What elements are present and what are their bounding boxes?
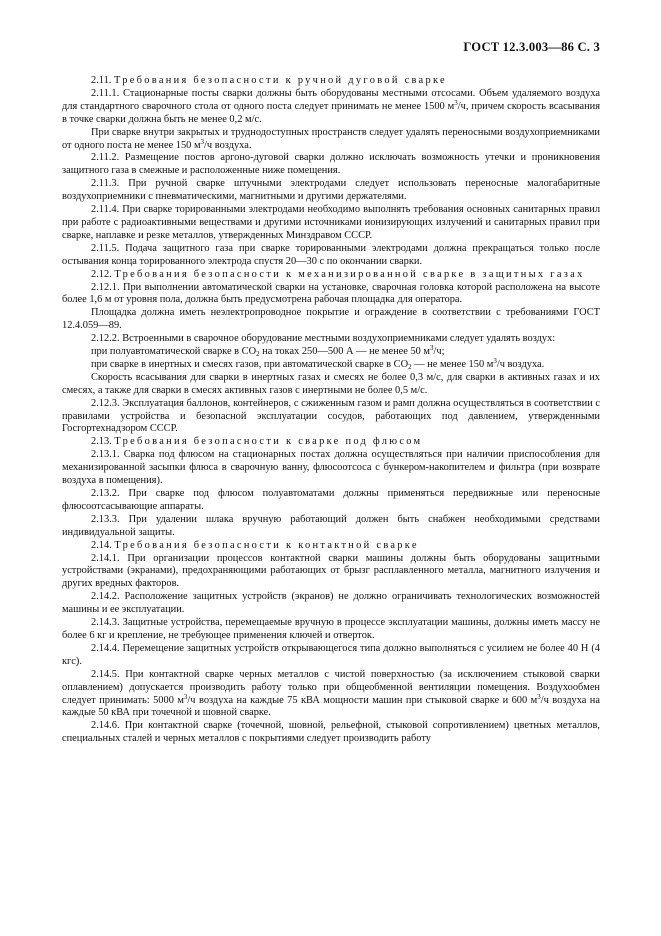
section-title: Требования безопасности к сварке под флюсом xyxy=(114,436,423,448)
paragraph-text: Размещение постов аргоно-дуговой сварки должно исключать возможность утечки и проникновения защитного газа в смежные и расположенные ниже помещения. xyxy=(62,152,600,177)
paragraph-text: Скорость всасывания для сварки в инертных газах и смесях не более 0,3 м/с, для сварки в активных газах и их смесях, а также для сварки в смесях активных газов с инертными не более 0,5 м/с. xyxy=(62,371,600,396)
clause-number: 2.11.5. xyxy=(91,242,120,254)
section-title: Требования безопасности к ручной дуговой сварке xyxy=(114,75,447,86)
paragraph xyxy=(62,127,600,153)
section-heading xyxy=(62,436,600,449)
paragraph-text: Подача защитного газа при сварке торированными электродами должна прекращаться только после остывания конца торированного электрода спустя 20—30 с по окончании сварки. xyxy=(62,242,600,267)
clause-number: 2.12. xyxy=(91,268,112,280)
paragraph xyxy=(62,449,600,488)
page-header: ГОСТ 12.3.003—86 С. 3 xyxy=(463,40,600,54)
paragraph-text: При организации процессов контактной сварки машины должны быть оборудованы защитными устройствами (экранами), предохраняющими работающих от брызг расплавленного металла, магнитного излучения и других вредных факторов. xyxy=(62,552,600,590)
paragraph xyxy=(62,553,600,592)
clause-number: 2.13.2. xyxy=(91,488,120,499)
clause-number: 2.14.1. xyxy=(91,552,120,564)
paragraph xyxy=(62,307,600,333)
paragraph xyxy=(62,356,600,372)
paragraph xyxy=(62,88,600,127)
paragraph xyxy=(62,591,600,617)
paragraph xyxy=(62,282,600,308)
paragraph-text: При выполнении автоматической сварки на установке, сварочная головка которой расположена на высоте более 1,6 м от уровня пола, должна быть предусмотрена рабочая площадка для оператора. xyxy=(62,281,601,306)
clause-number: 2.12.1. xyxy=(91,281,120,293)
paragraph xyxy=(62,720,600,746)
paragraph xyxy=(62,643,600,669)
section-title: Требования безопасности к механизированной сварке в защитных газах xyxy=(114,268,585,280)
paragraph-text: Расположение защитных устройств (экранов) не должно ограничивать технологических возможностей машины и ее эксплуатации. xyxy=(62,591,600,616)
clause-number: 2.11.1. xyxy=(91,87,120,99)
section-heading xyxy=(62,269,600,282)
paragraph xyxy=(62,488,600,514)
paragraph-text: Сварка под флюсом на стационарных постах должна осуществляться при наличии приспособления для механизированной засыпки флюса в сварочную ванну, флюсоотсоса с бункером-накопителем и фильтра (при возврате воздуха в помещения). xyxy=(62,449,600,487)
clause-number: 2.13.1. xyxy=(91,449,120,461)
clause-number: 2.11.4. xyxy=(91,204,120,216)
paragraph xyxy=(62,178,600,204)
paragraph xyxy=(62,204,600,243)
clause-number: 2.13.3. xyxy=(91,513,120,525)
paragraph xyxy=(62,372,600,398)
paragraph-text: при полуавтоматической сварке в $CO_2$ на токах 250—500 А — не менее 50 $м^3/ч$; xyxy=(91,344,445,359)
clause-number: 2.12.3. xyxy=(91,397,120,409)
paragraph xyxy=(62,346,600,359)
paragraph-text: При ручной сварке штучными электродами следует использовать переносные малогабаритные воздухоприемники с пневматическими, магнитными и другими держателями. xyxy=(62,178,600,203)
paragraph-text: Эксплуатация баллонов, контейнеров, с сжиженным газом и рамп должна осуществляться в соответствии с правилами устройства и безопасной эксплуатации сосудов, работающих под давлением, утвержденными Госгортехнадзором СССР. xyxy=(62,397,600,435)
clause-number: 2.14.2. xyxy=(91,591,120,603)
clause-number: 2.14.3. xyxy=(91,617,120,629)
paragraph xyxy=(62,152,600,178)
paragraph-text: Встроенными в сварочное оборудование местными воздухоприемниками следует удалять воздух: xyxy=(122,333,556,345)
paragraph xyxy=(62,398,600,437)
clause-number: 2.14.5. xyxy=(91,668,120,680)
paragraph-text: Площадка должна иметь неэлектропроводное покрытие и ограждение в соответствии с требованиями ГОСТ 12.4.059—89. xyxy=(62,307,600,332)
paragraph xyxy=(62,617,600,643)
paragraph xyxy=(62,333,600,346)
clause-number: 2.14.6. xyxy=(91,720,120,732)
paragraph-text: При сварке под флюсом полуавтоматами должны применяться передвижные или переносные флюсоотсасывающие аппараты. xyxy=(62,488,600,512)
paragraph-text: При удалении шлака вручную работающий должен быть снабжен необходимыми средствами индивидуальной защиты. xyxy=(62,513,600,538)
section-heading xyxy=(62,540,600,553)
clause-number: 2.11.2. xyxy=(91,152,120,164)
paragraph-text: При сварке торированными электродами необходимо выполнять требования основных санитарных правил при работе с радиоактивными веществами и другими источниками ионизирующих излучений и санитарных правил при сварке, наплавке и резке металлов, утвержденных Минздравом СССР. xyxy=(62,204,600,241)
paragraph-text: Защитные устройства, перемещаемые вручную в процессе эксплуатации машины, должны иметь массу не более 6 кг и крепление, не требующее применения ключей и отверток. xyxy=(62,617,600,641)
clause-number: 2.14.4. xyxy=(91,642,120,654)
paragraph-text: При контактной сварке (точечной, шовной, рельефной, стыковой сопротивлением) цветных металлов, специальных сталей и черных металлов с покрытиями следует производить работу xyxy=(62,720,600,745)
paragraph xyxy=(62,669,600,721)
paragraph-text: Стационарные посты сварки должны быть оборудованы местными отсосами. Объем удаляемого воздуха для стандартного сварочного стола от одного поста следует принимать не менее 1500 $м^3/ч$, причем скорость всасывания в точке сварки должна быть не менее 0,2 м/с. xyxy=(62,87,601,125)
section-title: Требования безопасности к контактной сварке xyxy=(114,539,419,551)
paragraph xyxy=(62,243,600,269)
paragraph-text: При сварке внутри закрытых и труднодоступных пространств следует удалять переносными воздухоприемниками от одного поста не менее 150 $м^3/ч$ воздуха. xyxy=(62,126,600,151)
section-heading xyxy=(62,75,600,88)
clause-number: 2.12.2. xyxy=(91,333,120,345)
paragraph xyxy=(62,514,600,540)
document-body xyxy=(62,75,600,746)
clause-number: 2.14. xyxy=(91,539,112,551)
clause-number: 2.11. xyxy=(91,75,112,86)
paragraph-text: При контактной сварке черных металлов с чистой поверхностью (за исключением стыковой сварки оплавлением) допускается производить работу только при общеобменной вентиляции помещения. Воздухообмен следует принимать: 5000 $м^3/ч$ воздуха на каждые 75 кВА мощности машин при стыковой сварке и 600 $м^3/ч$ воздуха на каждые 50 кВА при точечной и шовной сварке. xyxy=(62,668,600,719)
clause-number: 2.11.3. xyxy=(91,178,120,190)
paragraph-text: Перемещение защитных устройств открывающегося типа должно выполняться с усилием не более 40 Н (4 кгс). xyxy=(62,642,600,667)
clause-number: 2.13. xyxy=(91,436,112,448)
paragraph-text: при сварке в инертных и смесях газов, при автоматической сварке в $CO_2$ — не менее 150 $м^3/ч$ воздуха. xyxy=(91,356,545,371)
